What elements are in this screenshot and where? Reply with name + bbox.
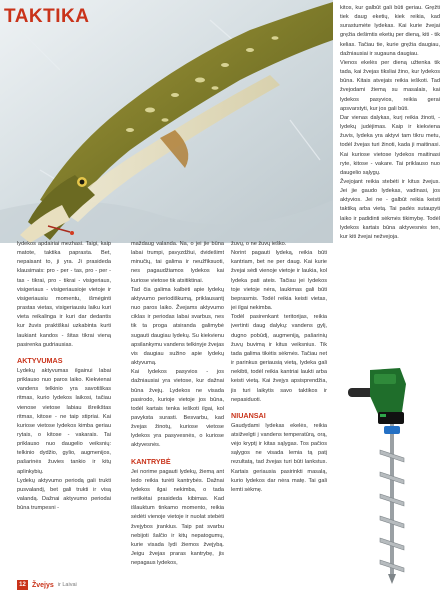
paragraph: Todėl pasirenkant teritorijas, reikia įvertinti daug dalykų: vandens gylį, dugno pobūdį, augmeniją, pašarinių žuvų buvimą ir kitus veiksnius. Tik tada galima tikėtis sėkmės. Tačiau net ir parinkus geriausią vietą, lydeka gali nekibti, todėl reikia kantriai laukti arba keisti vietą. Kai žvejys apsisprendžia, jis turi laikytis savo taktikos ir nepasiduoti. <box>231 314 327 403</box>
magazine-brand-sub: ir Laivai <box>57 582 77 588</box>
paragraph: Jei norime pagauti lydekų, žiemą ant ledo reikia turėti kantrybės. Dažnai lydekos ilgai nekimba, o tada netikėtai prasideda kibimas. Kad išlauktum tinkamo momento, reikia sėdėti vienoje vietoje ir nuolat stebėti žvejybos įrankius. Taip pat svarbu nebijoti šalčio ir kitų nepatogumų, kurie visada lydi žiemos žvejybą. Jeigu žvejas praras kantrybę, jis nepagaus lydekos, <box>131 468 224 567</box>
paragraph: Dar vienas dalykas, kurį reikia žinoti, - lydekų judėjimas. Kaip ir kiekviena žuvis, lydeka yra aktyvi tam tikru metu, todėl žvejas turi žinoti, kada ji maitinasi. Kai kuriose vietose lydekos maitinasi ryte, kitose - vakare. Tai priklauso nuo daugelio sąlygų. <box>340 114 440 176</box>
paragraph: Žvejojant reikia stebėti ir kitus žvejus. Jei jie gaudo lydekas, vadinasi, jos aktyvios. Jei ne - galbūt reikia keisti taktiką arba vietą. Tai padės sutaupyti laiko ir padidinti sėkmės tikimybę. Todėl lydekos kartais būna aktyvesnės ten, kur kiti žvejai nežvejoja. <box>340 178 440 240</box>
subheading-aktyvumas: AKTYVUMAS <box>17 355 63 365</box>
magazine-brand: Žvejys <box>32 581 54 589</box>
paragraph: žuvų, o ne žuvų ieško. <box>231 241 287 247</box>
page-footer <box>17 578 77 592</box>
paragraph: kitos, kur galbūt gali būti geriau. Gręžti tiek daug eketių, kiek reikia, kad surastumėte lydekas. Kai kurie žvejai gręžia dešimtis eketių per dieną, kiti - tik kelias. Tačiau tie, kurie gręžia daugiau, dažniausiai ir sugauna daugiau. <box>340 5 440 57</box>
subheading-kantrybe: KANTRYBĖ <box>131 456 171 466</box>
text-column-4 <box>340 4 440 374</box>
paragraph: Norint pagauti lydeką, reikia būti kantriam, bet ne per daug. Kai kurie žvejai sėdi vienoje vietoje ir laukia, kol lydeka pati ateis. Tačiau jei lydekos toje vietoje nėra, laukimas gali būti beprasmis. Todėl reikia keisti vietas, jei ilgai nekimba. <box>231 250 327 312</box>
paragraph: Lydekų aktyvumas ilgainui labai priklauso nuo paros laiko. Kiekvienai vandens telkinio yra savotiškas ritmas, kurio lydekos laikosi, tačiau vienose vietose labiau išreikštas ritmas, kitose - ne taip stipriai. Kai kuriose vietose lydekos kimba geriau rytais, o kitose - vakarais. Tai priklauso nuo daugelio veiksnių: telkinio dydžio, gylio, augmenijos, pašarinės žuvies tankio ir kitų aplinkybių. <box>17 367 111 475</box>
text-column-2 <box>131 240 224 586</box>
paragraph: maždaug valanda. Na, o jei jie būna labai trumpi, pavyzdžiui, dvidešimt minučių, tai galima ir neužfiksuoti, nes pagaudžiamos lydekos kai kuriose vietose tik atsitiktinai. <box>131 241 224 284</box>
paragraph: lydekos apdairiai mezhasi. Taigi, kaip matote, taktika paprasta. Bet, nepaisant to, ji yra. Ji prasideda klausimais: pro - per - tas, pro - per - tas - tikrai, pro - tikrai - visigeriaus, visigeriaus - visigeriausioje vietoje ir visigeriausiu momentu, išmėginti prastas vietas, visigeriausiu laiku kuri vieta reikalinga ir kuri dar dedantis kur žuvis praktiškai uzkabinta kurti laukiant kandos - šitas tikrai vieną pasirenka gudriausias. <box>17 241 111 348</box>
paragraph: Vienos ekelės per dieną užtenka tik tada, kai žvejas tiksliai žino, kur lydekos būna. Kitais atvejais reikia ieškoti. Tad žvejodami žiemą su masalais, kai lydekos pasyvios, reikia gerai apsvarstyti, kur jos gali būti. <box>340 59 440 112</box>
paragraph: Tad čia galima kalbėti apie lydekų aktyvumo periodiškumą, priklausantį nuo paros laiko. Žvejams aktyvumo ciklas ir periodas labai svarbus, nes tik ta proga atsiranda galimybė sugauti daugiau lydekų. Su kiekvienu apsilankymu vandens telkinyje žvejas vis daugiau sužino apie lydekų aktyvumą. <box>131 286 224 367</box>
paragraph: Gaudydami lydekas ekelės, reikia atsižvelgti į vandens temperatūrą, orą, vėjo kryptį ir kitas sąlygas. Tos pačios sąlygos ne visada lemia tą patį rezultatą, tad žvejas turi būti lankstus. Kartais geriausia pasirinkti masalą, kurio lydekos dar nėra matę. Tai gali lemti sėkmę. <box>231 422 327 493</box>
paragraph: Kai lydekos pasyvios - jos dažniausiai yra vietose, kur dažnai būna žvejų. Lydekos ne visada pasirodo, kurioje vietoje jos būna, todėl kartais tenka ieškoti ilgai, kol pavyksta surasti. Besvarbu, kad žvejas žinotų, kuriose vietose lydekos yra pasyvesnės, o kuriose aktyvesnės. <box>131 369 224 449</box>
pike-illustration <box>0 0 333 243</box>
text-column-3 <box>231 240 327 586</box>
pike-photo <box>0 0 333 243</box>
ice-drill-photo <box>340 350 444 585</box>
paragraph: Lydekų aktyvumo periodą gali trukti pusvalandį, bet gali trukti ir visą valandą. Dažnai aktyvumo periodai būna trumpesni - <box>17 477 111 512</box>
text-column-1 <box>17 240 111 586</box>
section-title: TAKTIKA <box>4 6 90 27</box>
page-number: 12 <box>17 580 28 590</box>
ice-drill-illustration <box>340 350 444 585</box>
subheading-niuansai: NIUANSAI <box>231 410 266 420</box>
